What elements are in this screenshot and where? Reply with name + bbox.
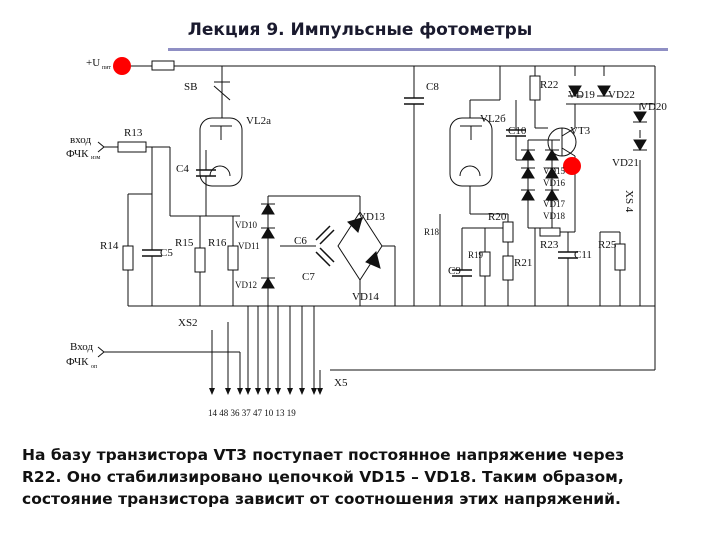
vd10-label: VD10 <box>235 220 257 230</box>
slide-caption <box>22 444 712 510</box>
caption-line: На базу транзистора VT3 поступает постоянное напряжение через <box>22 446 625 464</box>
c4-label: C4 <box>176 163 189 175</box>
vd14-label: VD14 <box>352 291 379 303</box>
supply-marker <box>113 57 131 75</box>
r20-label: R20 <box>488 211 507 223</box>
vd19-label: VD19 <box>568 89 595 101</box>
r19-label: R19 <box>468 250 484 260</box>
c11-label: C11 <box>574 249 592 261</box>
r21-label: R21 <box>514 257 533 269</box>
vd11-label: VD11 <box>238 241 260 251</box>
input-meas-label-1: вход <box>70 134 92 146</box>
input-ref-sub: оп <box>91 364 98 370</box>
c8-label: C8 <box>426 81 439 93</box>
input-meas-sub: изм <box>91 155 101 161</box>
input-ref-label-2: ФЧК <box>66 356 89 368</box>
xs2-label: XS2 <box>178 317 198 329</box>
input-meas-label-2: ФЧК <box>66 148 89 160</box>
vl2b-label: VL2б <box>480 113 506 125</box>
c7-label: C7 <box>302 271 315 283</box>
caption-line: состояние транзистора зависит от соотношения этих напряжений. <box>22 490 621 508</box>
xs4-label: XS 4 <box>623 190 635 213</box>
r13-label: R13 <box>124 127 143 139</box>
connector-pin-numbers: 14 48 36 37 47 10 13 19 <box>208 408 296 418</box>
x5-label: X5 <box>334 377 348 389</box>
vd17-label: VD17 <box>543 199 565 209</box>
r23-label: R23 <box>540 239 559 251</box>
connector-arrows <box>209 388 323 395</box>
c5-label: C5 <box>160 247 173 259</box>
vd21-label: VD21 <box>612 157 639 169</box>
r16-label: R16 <box>208 237 227 249</box>
vd22-label: VD22 <box>608 89 635 101</box>
vt3-label: VT3 <box>570 125 591 137</box>
caption-line: R22. Оно стабилизировано цепочкой VD15 – VD18. Таким образом, <box>22 468 624 486</box>
r25-label: R25 <box>598 239 617 251</box>
vd13-label: VD13 <box>358 211 385 223</box>
slide-title: Лекция 9. Импульсные фотометры <box>187 20 533 40</box>
input-ref-label-1: Вход <box>70 341 94 353</box>
c9-label: C9 <box>448 265 461 277</box>
vl2a-label: VL2a <box>246 115 272 127</box>
photo-lamps <box>200 118 492 186</box>
vd20-label: VD20 <box>640 101 667 113</box>
wires <box>104 66 655 390</box>
c6-label: C6 <box>294 235 307 247</box>
c10-label: C10 <box>508 125 527 137</box>
vd16-label: VD16 <box>543 178 565 188</box>
supply-label: +U <box>86 57 101 69</box>
supply-sub-label: пит <box>102 65 112 71</box>
r22-label: R22 <box>540 79 559 91</box>
r15-label: R15 <box>175 237 194 249</box>
vd18-label: VD18 <box>543 211 565 221</box>
vt3-marker <box>563 157 581 175</box>
r18-label: R18 <box>424 227 440 237</box>
vd12-label: VD12 <box>235 280 257 290</box>
r14-label: R14 <box>100 240 119 252</box>
sb-label: SB <box>184 81 198 93</box>
vd15-label: VD15 <box>543 166 565 176</box>
